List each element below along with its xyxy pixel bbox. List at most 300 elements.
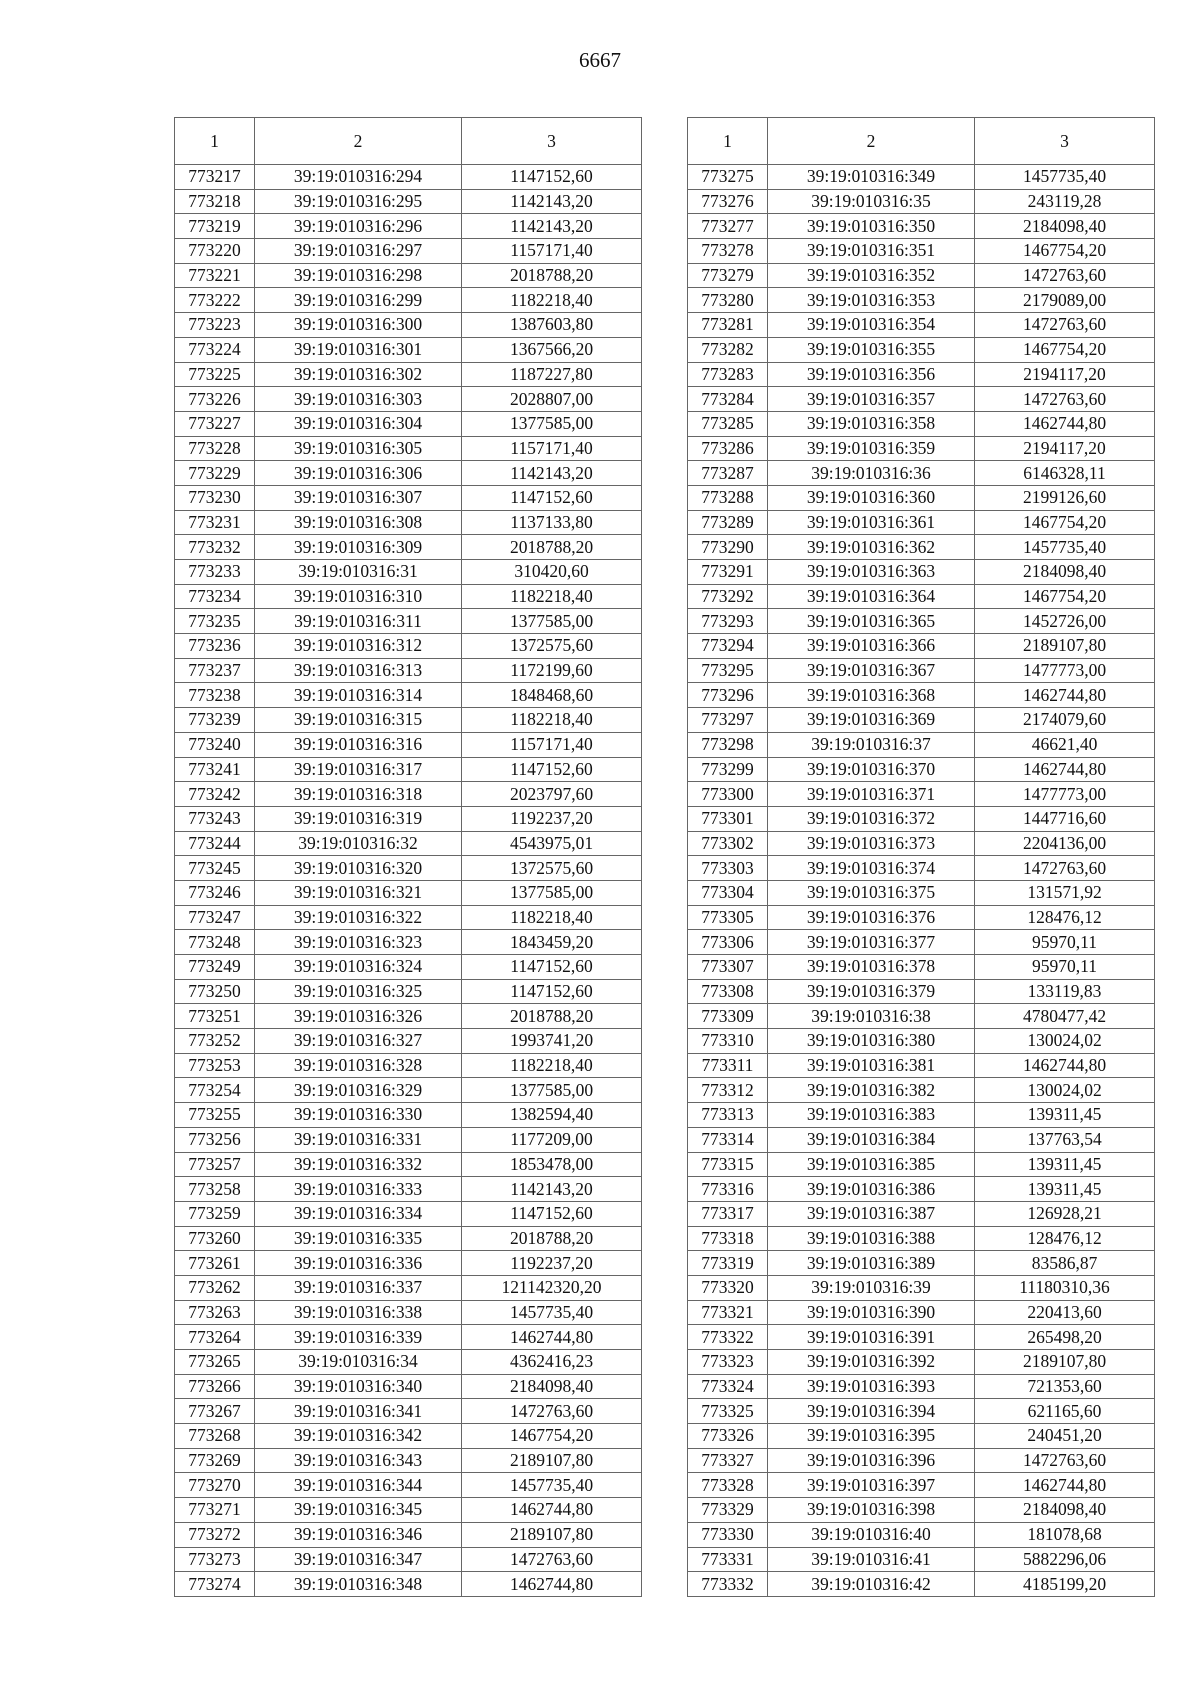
value-cell: 1477773,00 xyxy=(975,658,1155,683)
table-row xyxy=(688,1029,1155,1054)
row-number-cell: 773251 xyxy=(175,1004,255,1029)
row-number-cell: 773273 xyxy=(175,1547,255,1572)
cadastral-number-cell: 39:19:010316:299 xyxy=(255,288,462,313)
table-row xyxy=(175,1572,642,1597)
cadastral-number-cell: 39:19:010316:374 xyxy=(768,856,975,881)
table-row xyxy=(688,806,1155,831)
cadastral-number-cell: 39:19:010316:379 xyxy=(768,979,975,1004)
table-row xyxy=(175,337,642,362)
cadastral-number-cell: 39:19:010316:300 xyxy=(255,313,462,338)
table-body xyxy=(175,165,642,1597)
value-cell: 95970,11 xyxy=(975,930,1155,955)
value-cell: 1147152,60 xyxy=(462,485,642,510)
cadastral-number-cell: 39:19:010316:344 xyxy=(255,1473,462,1498)
row-number-cell: 773279 xyxy=(688,263,768,288)
table-row xyxy=(175,905,642,930)
table-row xyxy=(175,1498,642,1523)
table-row xyxy=(175,560,642,585)
table-row xyxy=(175,1127,642,1152)
row-number-cell: 773281 xyxy=(688,313,768,338)
row-number-cell: 773220 xyxy=(175,239,255,264)
value-cell: 1377585,00 xyxy=(462,880,642,905)
table-row xyxy=(688,165,1155,190)
value-cell: 1457735,40 xyxy=(975,165,1155,190)
cadastral-number-cell: 39:19:010316:375 xyxy=(768,880,975,905)
cadastral-number-cell: 39:19:010316:340 xyxy=(255,1374,462,1399)
row-number-cell: 773225 xyxy=(175,362,255,387)
cadastral-number-cell: 39:19:010316:336 xyxy=(255,1251,462,1276)
table-row xyxy=(688,560,1155,585)
row-number-cell: 773322 xyxy=(688,1325,768,1350)
value-cell: 2184098,40 xyxy=(462,1374,642,1399)
row-number-cell: 773330 xyxy=(688,1522,768,1547)
cadastral-number-cell: 39:19:010316:307 xyxy=(255,485,462,510)
table-row xyxy=(688,313,1155,338)
cadastral-number-cell: 39:19:010316:34 xyxy=(255,1350,462,1375)
cadastral-number-cell: 39:19:010316:31 xyxy=(255,560,462,585)
cadastral-number-cell: 39:19:010316:42 xyxy=(768,1572,975,1597)
table-row xyxy=(175,362,642,387)
value-cell: 2174079,60 xyxy=(975,708,1155,733)
value-cell: 128476,12 xyxy=(975,1226,1155,1251)
row-number-cell: 773226 xyxy=(175,387,255,412)
value-cell: 1467754,20 xyxy=(975,584,1155,609)
cadastral-number-cell: 39:19:010316:349 xyxy=(768,165,975,190)
row-number-cell: 773323 xyxy=(688,1350,768,1375)
value-cell: 1187227,80 xyxy=(462,362,642,387)
table-row xyxy=(688,955,1155,980)
table-row xyxy=(688,930,1155,955)
value-cell: 1182218,40 xyxy=(462,905,642,930)
cadastral-number-cell: 39:19:010316:347 xyxy=(255,1547,462,1572)
value-cell: 1993741,20 xyxy=(462,1029,642,1054)
table-row xyxy=(688,683,1155,708)
cadastral-number-cell: 39:19:010316:327 xyxy=(255,1029,462,1054)
table-row xyxy=(175,510,642,535)
table-row xyxy=(688,1350,1155,1375)
table-row xyxy=(688,1201,1155,1226)
cadastral-number-cell: 39:19:010316:382 xyxy=(768,1078,975,1103)
cadastral-number-cell: 39:19:010316:359 xyxy=(768,436,975,461)
cadastral-number-cell: 39:19:010316:330 xyxy=(255,1103,462,1128)
cadastral-number-cell: 39:19:010316:398 xyxy=(768,1498,975,1523)
row-number-cell: 773244 xyxy=(175,831,255,856)
table-row xyxy=(175,1078,642,1103)
cadastral-number-cell: 39:19:010316:392 xyxy=(768,1350,975,1375)
cadastral-number-cell: 39:19:010316:38 xyxy=(768,1004,975,1029)
cadastral-number-cell: 39:19:010316:381 xyxy=(768,1053,975,1078)
row-number-cell: 773300 xyxy=(688,782,768,807)
table-row xyxy=(175,584,642,609)
table-row xyxy=(688,510,1155,535)
row-number-cell: 773267 xyxy=(175,1399,255,1424)
value-cell: 1172199,60 xyxy=(462,658,642,683)
row-number-cell: 773315 xyxy=(688,1152,768,1177)
value-cell: 1472763,60 xyxy=(975,313,1155,338)
cadastral-number-cell: 39:19:010316:311 xyxy=(255,609,462,634)
value-cell: 2018788,20 xyxy=(462,263,642,288)
value-cell: 83586,87 xyxy=(975,1251,1155,1276)
table-row xyxy=(175,1004,642,1029)
row-number-cell: 773268 xyxy=(175,1424,255,1449)
table-row xyxy=(175,782,642,807)
row-number-cell: 773228 xyxy=(175,436,255,461)
table-row xyxy=(688,1251,1155,1276)
value-cell: 220413,60 xyxy=(975,1300,1155,1325)
row-number-cell: 773217 xyxy=(175,165,255,190)
table-row xyxy=(688,1152,1155,1177)
row-number-cell: 773332 xyxy=(688,1572,768,1597)
header-col-3: 3 xyxy=(462,118,642,165)
row-number-cell: 773236 xyxy=(175,634,255,659)
row-number-cell: 773238 xyxy=(175,683,255,708)
table-row xyxy=(175,1547,642,1572)
row-number-cell: 773261 xyxy=(175,1251,255,1276)
row-number-cell: 773308 xyxy=(688,979,768,1004)
value-cell: 1377585,00 xyxy=(462,609,642,634)
table-row xyxy=(688,1103,1155,1128)
value-cell: 2028807,00 xyxy=(462,387,642,412)
value-cell: 1192237,20 xyxy=(462,806,642,831)
table-row xyxy=(175,1201,642,1226)
row-number-cell: 773299 xyxy=(688,757,768,782)
value-cell: 131571,92 xyxy=(975,880,1155,905)
row-number-cell: 773232 xyxy=(175,535,255,560)
value-cell: 1467754,20 xyxy=(462,1424,642,1449)
row-number-cell: 773293 xyxy=(688,609,768,634)
table-row xyxy=(688,1374,1155,1399)
header-row xyxy=(175,118,642,165)
row-number-cell: 773305 xyxy=(688,905,768,930)
cadastral-number-cell: 39:19:010316:350 xyxy=(768,214,975,239)
cadastral-number-cell: 39:19:010316:389 xyxy=(768,1251,975,1276)
cadastral-number-cell: 39:19:010316:363 xyxy=(768,560,975,585)
cadastral-number-cell: 39:19:010316:333 xyxy=(255,1177,462,1202)
cadastral-number-cell: 39:19:010316:364 xyxy=(768,584,975,609)
value-cell: 5882296,06 xyxy=(975,1547,1155,1572)
row-number-cell: 773242 xyxy=(175,782,255,807)
cadastral-number-cell: 39:19:010316:385 xyxy=(768,1152,975,1177)
table-row xyxy=(688,757,1155,782)
row-number-cell: 773289 xyxy=(688,510,768,535)
row-number-cell: 773331 xyxy=(688,1547,768,1572)
value-cell: 1157171,40 xyxy=(462,732,642,757)
cadastral-number-cell: 39:19:010316:305 xyxy=(255,436,462,461)
row-number-cell: 773274 xyxy=(175,1572,255,1597)
row-number-cell: 773294 xyxy=(688,634,768,659)
table-row xyxy=(175,1473,642,1498)
row-number-cell: 773314 xyxy=(688,1127,768,1152)
cadastral-number-cell: 39:19:010316:383 xyxy=(768,1103,975,1128)
cadastral-number-cell: 39:19:010316:366 xyxy=(768,634,975,659)
value-cell: 1182218,40 xyxy=(462,1053,642,1078)
value-cell: 1452726,00 xyxy=(975,609,1155,634)
value-cell: 1472763,60 xyxy=(975,387,1155,412)
value-cell: 2023797,60 xyxy=(462,782,642,807)
cadastral-number-cell: 39:19:010316:394 xyxy=(768,1399,975,1424)
row-number-cell: 773277 xyxy=(688,214,768,239)
table-row xyxy=(175,955,642,980)
value-cell: 1377585,00 xyxy=(462,411,642,436)
value-cell: 4543975,01 xyxy=(462,831,642,856)
table-row xyxy=(688,831,1155,856)
value-cell: 1472763,60 xyxy=(975,856,1155,881)
cadastral-number-cell: 39:19:010316:295 xyxy=(255,189,462,214)
row-number-cell: 773329 xyxy=(688,1498,768,1523)
cadastral-number-cell: 39:19:010316:319 xyxy=(255,806,462,831)
value-cell: 1372575,60 xyxy=(462,634,642,659)
value-cell: 1457735,40 xyxy=(975,535,1155,560)
table-row xyxy=(688,1004,1155,1029)
table-row xyxy=(688,856,1155,881)
table-row xyxy=(688,362,1155,387)
row-number-cell: 773297 xyxy=(688,708,768,733)
row-number-cell: 773328 xyxy=(688,1473,768,1498)
cadastral-number-cell: 39:19:010316:373 xyxy=(768,831,975,856)
value-cell: 4185199,20 xyxy=(975,1572,1155,1597)
value-cell: 621165,60 xyxy=(975,1399,1155,1424)
table-row xyxy=(175,1152,642,1177)
row-number-cell: 773266 xyxy=(175,1374,255,1399)
cadastral-number-cell: 39:19:010316:314 xyxy=(255,683,462,708)
header-col-2: 2 xyxy=(255,118,462,165)
cadastral-number-cell: 39:19:010316:345 xyxy=(255,1498,462,1523)
cadastral-number-cell: 39:19:010316:370 xyxy=(768,757,975,782)
row-number-cell: 773223 xyxy=(175,313,255,338)
row-number-cell: 773256 xyxy=(175,1127,255,1152)
header-col-1: 1 xyxy=(688,118,768,165)
table-row xyxy=(688,239,1155,264)
table-row xyxy=(175,313,642,338)
row-number-cell: 773320 xyxy=(688,1275,768,1300)
table-row xyxy=(688,634,1155,659)
value-cell: 46621,40 xyxy=(975,732,1155,757)
table-row xyxy=(175,1522,642,1547)
row-number-cell: 773296 xyxy=(688,683,768,708)
value-cell: 1367566,20 xyxy=(462,337,642,362)
cadastral-number-cell: 39:19:010316:306 xyxy=(255,461,462,486)
table-row xyxy=(175,1103,642,1128)
header-row xyxy=(688,118,1155,165)
cadastral-number-cell: 39:19:010316:396 xyxy=(768,1448,975,1473)
cadastral-number-cell: 39:19:010316:343 xyxy=(255,1448,462,1473)
value-cell: 1447716,60 xyxy=(975,806,1155,831)
value-cell: 1467754,20 xyxy=(975,337,1155,362)
row-number-cell: 773276 xyxy=(688,189,768,214)
table-row xyxy=(688,609,1155,634)
cadastral-number-cell: 39:19:010316:332 xyxy=(255,1152,462,1177)
row-number-cell: 773284 xyxy=(688,387,768,412)
value-cell: 1142143,20 xyxy=(462,1177,642,1202)
cadastral-number-cell: 39:19:010316:355 xyxy=(768,337,975,362)
cadastral-number-cell: 39:19:010316:322 xyxy=(255,905,462,930)
row-number-cell: 773307 xyxy=(688,955,768,980)
value-cell: 2194117,20 xyxy=(975,436,1155,461)
row-number-cell: 773230 xyxy=(175,485,255,510)
cadastral-number-cell: 39:19:010316:352 xyxy=(768,263,975,288)
table-row xyxy=(175,1300,642,1325)
cadastral-number-cell: 39:19:010316:390 xyxy=(768,1300,975,1325)
row-number-cell: 773258 xyxy=(175,1177,255,1202)
value-cell: 1142143,20 xyxy=(462,189,642,214)
table-row xyxy=(688,658,1155,683)
value-cell: 130024,02 xyxy=(975,1078,1155,1103)
row-number-cell: 773246 xyxy=(175,880,255,905)
row-number-cell: 773288 xyxy=(688,485,768,510)
value-cell: 1137133,80 xyxy=(462,510,642,535)
row-number-cell: 773229 xyxy=(175,461,255,486)
cadastral-number-cell: 39:19:010316:297 xyxy=(255,239,462,264)
table-row xyxy=(688,584,1155,609)
cadastral-number-cell: 39:19:010316:391 xyxy=(768,1325,975,1350)
cadastral-number-cell: 39:19:010316:346 xyxy=(255,1522,462,1547)
value-cell: 1472763,60 xyxy=(462,1399,642,1424)
row-number-cell: 773219 xyxy=(175,214,255,239)
table-row xyxy=(688,1448,1155,1473)
cadastral-number-cell: 39:19:010316:39 xyxy=(768,1275,975,1300)
row-number-cell: 773237 xyxy=(175,658,255,683)
cadastral-number-cell: 39:19:010316:312 xyxy=(255,634,462,659)
cadastral-number-cell: 39:19:010316:315 xyxy=(255,708,462,733)
row-number-cell: 773286 xyxy=(688,436,768,461)
row-number-cell: 773270 xyxy=(175,1473,255,1498)
table-row xyxy=(175,1226,642,1251)
row-number-cell: 773321 xyxy=(688,1300,768,1325)
cadastral-number-cell: 39:19:010316:318 xyxy=(255,782,462,807)
cadastral-number-cell: 39:19:010316:360 xyxy=(768,485,975,510)
table-row xyxy=(175,239,642,264)
table-row xyxy=(175,732,642,757)
table-row xyxy=(688,485,1155,510)
value-cell: 128476,12 xyxy=(975,905,1155,930)
value-cell: 1843459,20 xyxy=(462,930,642,955)
cadastral-number-cell: 39:19:010316:354 xyxy=(768,313,975,338)
cadastral-number-cell: 39:19:010316:387 xyxy=(768,1201,975,1226)
table-row xyxy=(688,1177,1155,1202)
row-number-cell: 773243 xyxy=(175,806,255,831)
cadastral-number-cell: 39:19:010316:358 xyxy=(768,411,975,436)
value-cell: 6146328,11 xyxy=(975,461,1155,486)
value-cell: 721353,60 xyxy=(975,1374,1155,1399)
row-number-cell: 773278 xyxy=(688,239,768,264)
table-row xyxy=(175,1399,642,1424)
row-number-cell: 773227 xyxy=(175,411,255,436)
table-row xyxy=(688,535,1155,560)
value-cell: 181078,68 xyxy=(975,1522,1155,1547)
cadastral-number-cell: 39:19:010316:356 xyxy=(768,362,975,387)
row-number-cell: 773318 xyxy=(688,1226,768,1251)
table-row xyxy=(688,1275,1155,1300)
value-cell: 1472763,60 xyxy=(975,263,1155,288)
cadastral-number-cell: 39:19:010316:324 xyxy=(255,955,462,980)
row-number-cell: 773250 xyxy=(175,979,255,1004)
row-number-cell: 773224 xyxy=(175,337,255,362)
table-row xyxy=(175,436,642,461)
row-number-cell: 773231 xyxy=(175,510,255,535)
cadastral-number-cell: 39:19:010316:380 xyxy=(768,1029,975,1054)
cadastral-number-cell: 39:19:010316:304 xyxy=(255,411,462,436)
row-number-cell: 773312 xyxy=(688,1078,768,1103)
cadastral-number-cell: 39:19:010316:335 xyxy=(255,1226,462,1251)
table-row xyxy=(688,1399,1155,1424)
table-row xyxy=(688,263,1155,288)
table-row xyxy=(175,979,642,1004)
cadastral-number-cell: 39:19:010316:367 xyxy=(768,658,975,683)
table-row xyxy=(175,461,642,486)
row-number-cell: 773253 xyxy=(175,1053,255,1078)
value-cell: 126928,21 xyxy=(975,1201,1155,1226)
table-row xyxy=(175,387,642,412)
table-row xyxy=(175,214,642,239)
table-row xyxy=(175,1448,642,1473)
cadastral-number-cell: 39:19:010316:309 xyxy=(255,535,462,560)
table-row xyxy=(688,1325,1155,1350)
cadastral-number-cell: 39:19:010316:369 xyxy=(768,708,975,733)
value-cell: 2184098,40 xyxy=(975,214,1155,239)
value-cell: 1182218,40 xyxy=(462,708,642,733)
row-number-cell: 773254 xyxy=(175,1078,255,1103)
row-number-cell: 773317 xyxy=(688,1201,768,1226)
cadastral-number-cell: 39:19:010316:302 xyxy=(255,362,462,387)
cadastral-number-cell: 39:19:010316:337 xyxy=(255,1275,462,1300)
value-cell: 1477773,00 xyxy=(975,782,1155,807)
cadastral-number-cell: 39:19:010316:310 xyxy=(255,584,462,609)
value-cell: 2189107,80 xyxy=(975,634,1155,659)
table-row xyxy=(688,461,1155,486)
cadastral-number-cell: 39:19:010316:296 xyxy=(255,214,462,239)
value-cell: 1382594,40 xyxy=(462,1103,642,1128)
value-cell: 1467754,20 xyxy=(975,239,1155,264)
value-cell: 265498,20 xyxy=(975,1325,1155,1350)
row-number-cell: 773290 xyxy=(688,535,768,560)
cadastral-number-cell: 39:19:010316:303 xyxy=(255,387,462,412)
value-cell: 1387603,80 xyxy=(462,313,642,338)
cadastral-number-cell: 39:19:010316:338 xyxy=(255,1300,462,1325)
row-number-cell: 773247 xyxy=(175,905,255,930)
table-row xyxy=(175,411,642,436)
value-cell: 1182218,40 xyxy=(462,288,642,313)
cadastral-number-cell: 39:19:010316:35 xyxy=(768,189,975,214)
table-row xyxy=(175,880,642,905)
table-row xyxy=(175,1350,642,1375)
row-number-cell: 773309 xyxy=(688,1004,768,1029)
cadastral-number-cell: 39:19:010316:40 xyxy=(768,1522,975,1547)
table-row xyxy=(175,757,642,782)
table-row xyxy=(688,411,1155,436)
row-number-cell: 773298 xyxy=(688,732,768,757)
value-cell: 2189107,80 xyxy=(975,1350,1155,1375)
row-number-cell: 773264 xyxy=(175,1325,255,1350)
table-row xyxy=(175,1177,642,1202)
table-row xyxy=(175,634,642,659)
value-cell: 2018788,20 xyxy=(462,1226,642,1251)
table-row xyxy=(688,732,1155,757)
value-cell: 1147152,60 xyxy=(462,757,642,782)
value-cell: 1142143,20 xyxy=(462,461,642,486)
row-number-cell: 773252 xyxy=(175,1029,255,1054)
value-cell: 121142320,20 xyxy=(462,1275,642,1300)
cadastral-number-cell: 39:19:010316:351 xyxy=(768,239,975,264)
value-cell: 1462744,80 xyxy=(975,757,1155,782)
table-row xyxy=(688,387,1155,412)
row-number-cell: 773310 xyxy=(688,1029,768,1054)
value-cell: 1848468,60 xyxy=(462,683,642,708)
row-number-cell: 773245 xyxy=(175,856,255,881)
value-cell: 2199126,60 xyxy=(975,485,1155,510)
cadastral-number-cell: 39:19:010316:368 xyxy=(768,683,975,708)
row-number-cell: 773249 xyxy=(175,955,255,980)
value-cell: 2018788,20 xyxy=(462,535,642,560)
